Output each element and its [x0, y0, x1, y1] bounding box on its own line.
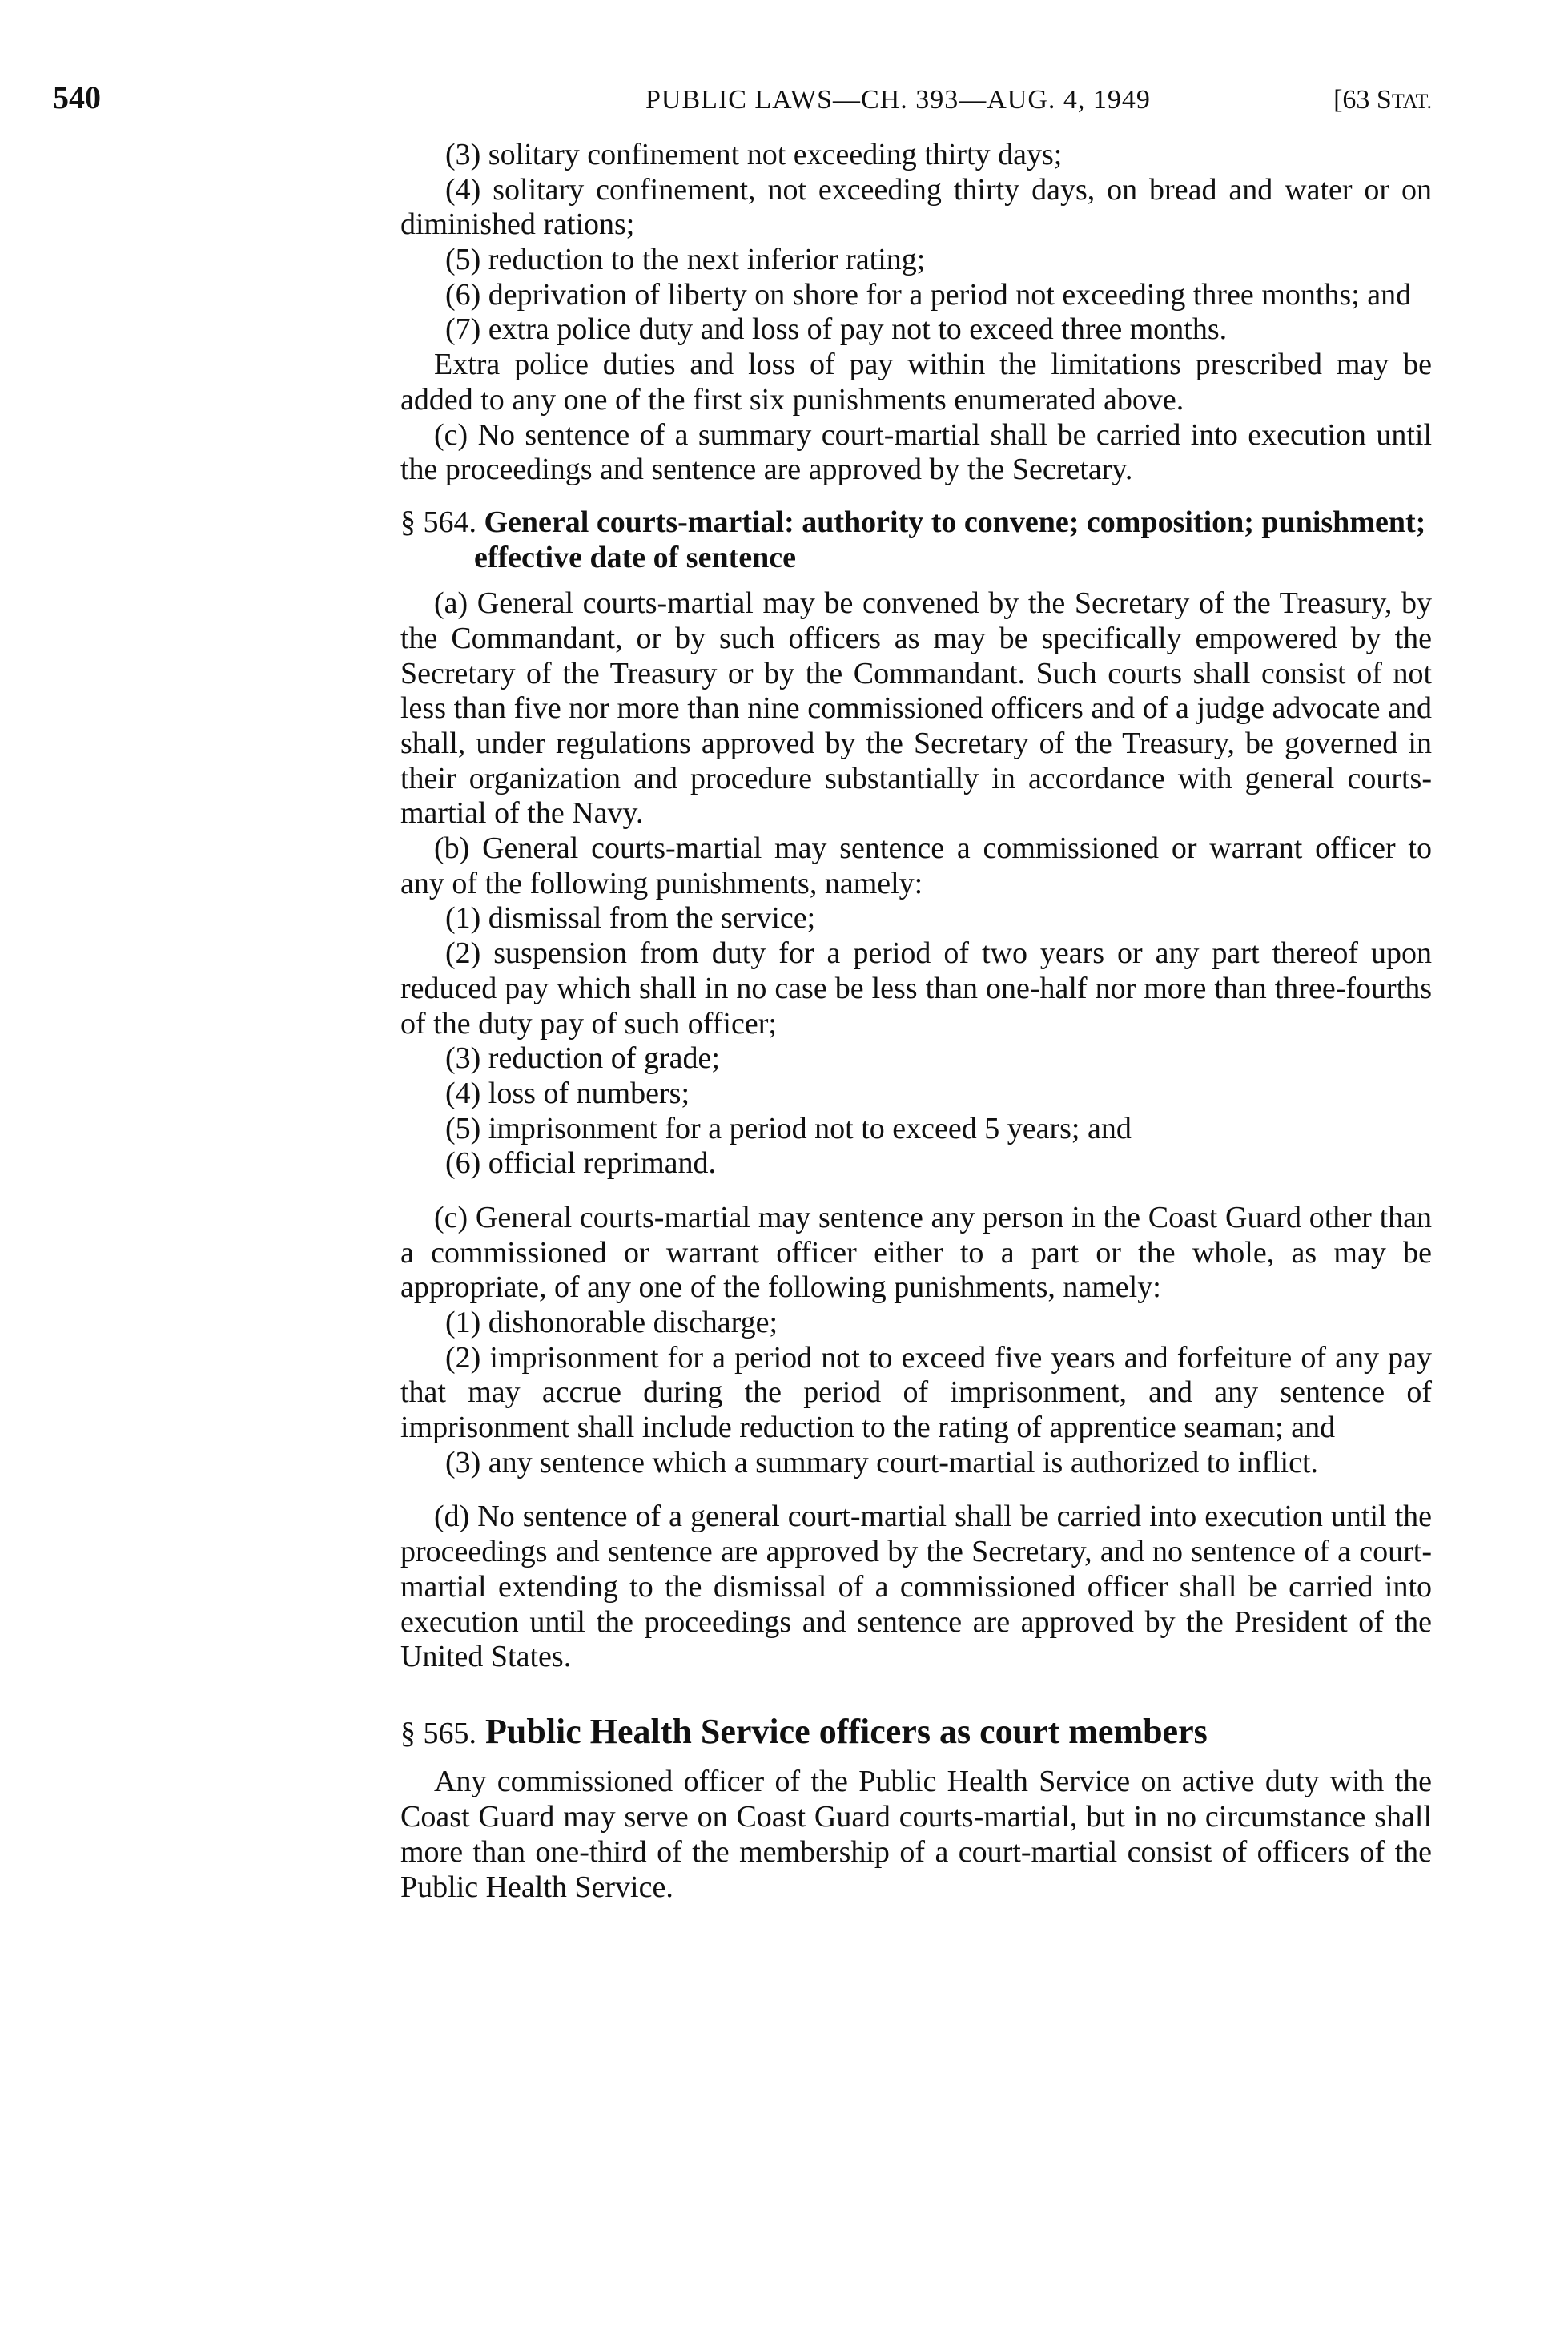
running-title: PUBLIC LAWS—CH. 393—AUG. 4, 1949	[645, 85, 1151, 115]
section-564-a: (a) General courts-martial may be convened by the Secretary of the Treasury, by the Commandant, or by such officers as may be specifically empowered by the Secretary of the Treasury or by the Commandant. Such courts shall consist of not less than five nor more than nine commissioned officers and of a judge advocate and shall, under regulations approved by the Secretary of the Treasury, be governed in their organization and procedure substantially in accordance with general courts-martial of the Navy.	[400, 586, 1432, 831]
punishment-item-5: (5) reduction to the next inferior rating;	[445, 243, 926, 277]
section-564-number: § 564.	[400, 505, 476, 539]
section-564-b-item-3: (3) reduction of grade;	[445, 1041, 720, 1076]
section-564-d: (d) No sentence of a general court-martial shall be carried into execution until the proceedings and sentence are approved by the Secretary, and no sentence of a court-martial extending to the dismissal of a commissioned officer shall be carried into execution until the proceedings and sentence are approved by the President of the United States.	[400, 1500, 1432, 1674]
section-564-b-intro: (b) General courts-martial may sentence a commissioned or warrant officer to any of the following punishments, namely:	[400, 831, 1432, 900]
section-564-b-item-4: (4) loss of numbers;	[445, 1076, 690, 1110]
section-564-c-intro: (c) General courts-martial may sentence any person in the Coast Guard other than a commissioned or warrant officer either to a part or the whole, as may be appropriate, of any one of the following punishments, namely:	[400, 1200, 1432, 1305]
section-564-c-item-1: (1) dishonorable discharge;	[445, 1306, 778, 1339]
section-564-c-item-2: (2) imprisonment for a period not to exceed five years and forfeiture of any pay that may accrue during the period of imprisonment, and any sentence of imprisonment shall include reduction to the rating of apprentice seaman; and	[400, 1340, 1432, 1445]
section-564-c-item-3: (3) any sentence which a summary court-martial is authorized to inflict.	[445, 1445, 1319, 1479]
punishment-item-4: (4) solitary confinement, not exceeding thirty days, on bread and water or on diminished rations;	[400, 172, 1432, 242]
spacer	[400, 1182, 1432, 1201]
section-565-number: § 565.	[400, 1716, 476, 1750]
punishment-item-7: (7) extra police duty and loss of pay not to exceed three months.	[445, 312, 1228, 347]
page-header	[53, 79, 1432, 115]
volume-citation	[1333, 85, 1432, 115]
spacer	[400, 1480, 1432, 1500]
section-565-text: Any commissioned officer of the Public Health Service on active duty with the Coast Guard may serve on Coast Guard courts-martial, but in no circumstance shall more than one-third of the membership of a court-martial consist of officers of the Public Health Service.	[400, 1765, 1432, 1904]
summary-sentence-paragraph: (c) No sentence of a summary court-martial shall be carried into execution until the proceedings and sentence are approved by the Secretary.	[400, 417, 1432, 487]
page-body	[400, 138, 1432, 1905]
section-564-b-item-2: (2) suspension from duty for a period of two years or any part thereof upon reduced pay which shall in no case be less than one-half nor more than three-fourths of the duty pay of such officer;	[400, 936, 1432, 1041]
section-565-title: Public Health Service officers as court members	[485, 1711, 1208, 1751]
section-565-heading	[400, 1712, 1432, 1753]
section-564-b-item-6: (6) official reprimand.	[445, 1146, 716, 1181]
section-564-title: General courts-martial: authority to convene; composition; punishment; effective date of sentence	[474, 505, 1426, 574]
section-564-b-item-5: (5) imprisonment for a period not to exceed 5 years; and	[445, 1111, 1132, 1145]
section-564-b-item-1: (1) dismissal from the service;	[445, 901, 816, 936]
volume-suffix: TAT.	[1391, 90, 1432, 113]
section-564-heading	[400, 505, 1432, 575]
extra-police-paragraph: Extra police duties and loss of pay within the limitations prescribed may be added to any one of the first six punishments enumerated above.	[400, 348, 1432, 417]
punishment-item-6: (6) deprivation of liberty on shore for a period not exceeding three months; and	[445, 277, 1412, 312]
punishment-item-3: (3) solitary confinement not exceeding thirty days;	[445, 138, 1063, 171]
volume-prefix: [63 S	[1333, 85, 1392, 115]
page-number: 540	[53, 79, 101, 115]
